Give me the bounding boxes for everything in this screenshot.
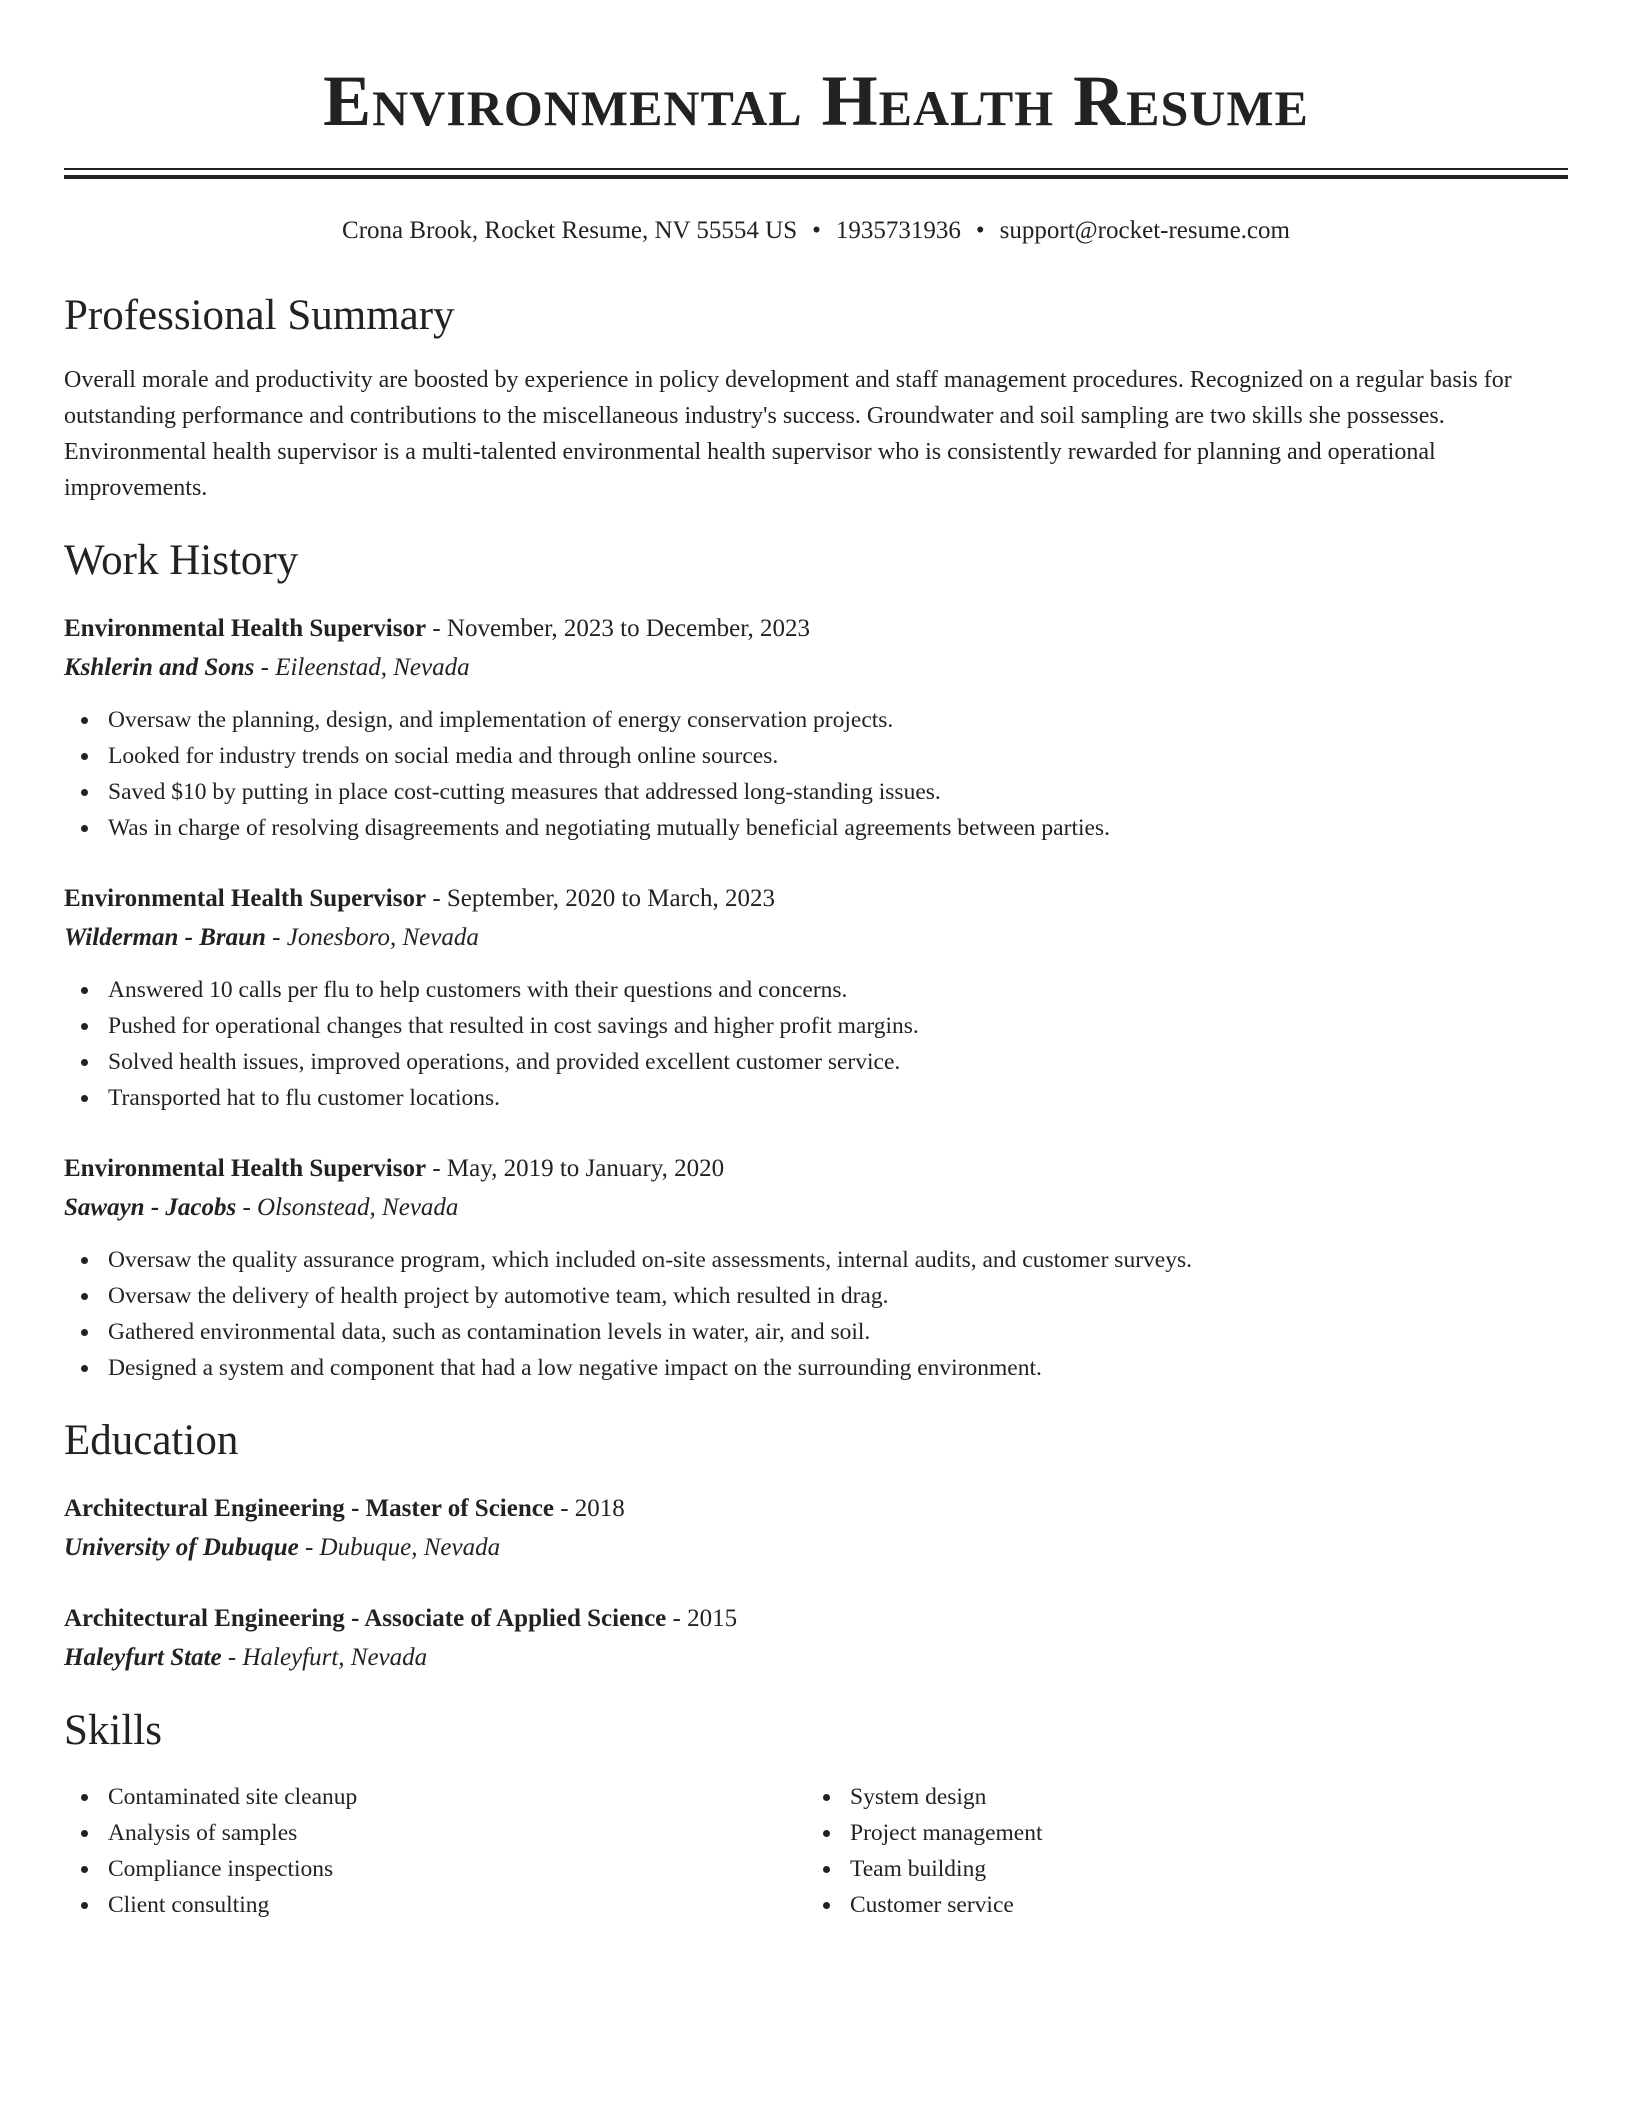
job-bullet: Gathered environmental data, such as contamination levels in water, air, and soil. (64, 1314, 1568, 1350)
job-title-line (64, 610, 1568, 648)
skills-heading: Skills (64, 1707, 162, 1754)
job-bullet: Transported hat to flu customer locations. (64, 1080, 1568, 1116)
job-dates: - November, 2023 to December, 2023 (432, 615, 811, 642)
job-bullet: Oversaw the planning, design, and implementation of energy conservation projects. (64, 702, 1568, 738)
education-year: - 2015 (672, 1605, 738, 1632)
job-bullet: Oversaw the delivery of health project by automotive team, which resulted in drag. (64, 1278, 1568, 1314)
skill-item: Team building (806, 1851, 1043, 1887)
job-entry (64, 1150, 1568, 1386)
title-divider-thick (64, 175, 1568, 179)
education-school: Haleyfurt State (64, 1644, 222, 1671)
education-year: - 2018 (560, 1495, 625, 1522)
education-degree-line (64, 1490, 1568, 1528)
job-company-line (64, 918, 1568, 958)
job-entry (64, 880, 1568, 1116)
job-bullet: Was in charge of resolving disagreements and negotiating mutually beneficial agreements between parties. (64, 810, 1568, 846)
job-company: Wilderman - Braun (64, 924, 266, 951)
job-bullet: Answered 10 calls per flu to help customers with their questions and concerns. (64, 972, 1568, 1008)
education-entry (64, 1490, 1568, 1568)
skill-item: Compliance inspections (64, 1851, 357, 1887)
job-company-line (64, 1188, 1568, 1228)
skill-item: System design (806, 1779, 1043, 1815)
education-location: - Dubuque, Nevada (304, 1534, 501, 1561)
work-history-heading: Work History (64, 537, 299, 584)
job-dates: - May, 2019 to January, 2020 (432, 1155, 725, 1182)
job-location: - Jonesboro, Nevada (272, 924, 479, 951)
title-divider-thin (64, 168, 1568, 170)
contact-address: Crona Brook, Rocket Resume, NV 55554 US (342, 217, 798, 244)
contact-email[interactable]: support@rocket-resume.com (999, 217, 1290, 244)
job-location: - Olsonstead, Nevada (242, 1194, 459, 1221)
job-bullet: Oversaw the quality assurance program, which included on-site assessments, internal audits, and customer surveys. (64, 1242, 1568, 1278)
job-company: Sawayn - Jacobs (64, 1194, 237, 1221)
job-location: - Eileenstad, Nevada (260, 654, 470, 681)
education-school: University of Dubuque (64, 1534, 299, 1561)
education-location: - Haleyfurt, Nevada (227, 1644, 428, 1671)
contact-separator: • (975, 217, 985, 244)
contact-phone: 1935731936 (835, 217, 961, 244)
job-bullet: Solved health issues, improved operations, and provided excellent customer service. (64, 1044, 1568, 1080)
job-title: Environmental Health Supervisor (64, 1155, 427, 1182)
job-bullet: Pushed for operational changes that resulted in cost savings and higher profit margins. (64, 1008, 1568, 1044)
job-title: Environmental Health Supervisor (64, 615, 427, 642)
job-company-line (64, 648, 1568, 688)
education-heading: Education (64, 1417, 239, 1464)
job-title-line (64, 880, 1568, 918)
skill-item: Customer service (806, 1887, 1043, 1923)
education-degree: Architectural Engineering - Associate of Applied Science (64, 1605, 667, 1632)
resume-title: Environmental Health Resume (323, 61, 1309, 141)
skill-item: Analysis of samples (64, 1815, 357, 1851)
education-degree-line (64, 1600, 1568, 1638)
education-entry (64, 1600, 1568, 1678)
skills-column-left (64, 1779, 357, 1923)
job-bullet: Saved $10 by putting in place cost-cutting measures that addressed long-standing issues. (64, 774, 1568, 810)
job-title-line (64, 1150, 1568, 1188)
job-bullets (64, 972, 1568, 1116)
contact-separator: • (812, 217, 821, 244)
skill-item: Project management (806, 1815, 1043, 1851)
job-title: Environmental Health Supervisor (64, 885, 427, 912)
job-bullets (64, 702, 1568, 846)
education-school-line (64, 1638, 1568, 1678)
job-bullet: Looked for industry trends on social media and through online sources. (64, 738, 1568, 774)
skill-item: Client consulting (64, 1887, 357, 1923)
summary-heading: Professional Summary (64, 292, 455, 339)
summary-text: Overall morale and productivity are boosted by experience in policy development and staff management procedures. Recognized on a regular basis for outstanding performance and contributions to the miscellaneous industry's success. Groundwater and soil sampling are two skills she possesses. Environmental health supervisor is a multi-talented environmental health supervisor who is consistently rewarded for planning and operational improvements. (64, 367, 1512, 501)
skills-column-right (806, 1779, 1043, 1923)
education-school-line (64, 1528, 1568, 1568)
job-entry (64, 610, 1568, 846)
skill-item: Contaminated site cleanup (64, 1779, 357, 1815)
job-bullet: Designed a system and component that had a low negative impact on the surrounding environment. (64, 1350, 1568, 1386)
contact-line (64, 213, 1568, 249)
job-company: Kshlerin and Sons (64, 654, 255, 681)
job-dates: - September, 2020 to March, 2023 (432, 885, 775, 912)
education-degree: Architectural Engineering - Master of Science (64, 1495, 554, 1522)
job-bullets (64, 1242, 1568, 1386)
